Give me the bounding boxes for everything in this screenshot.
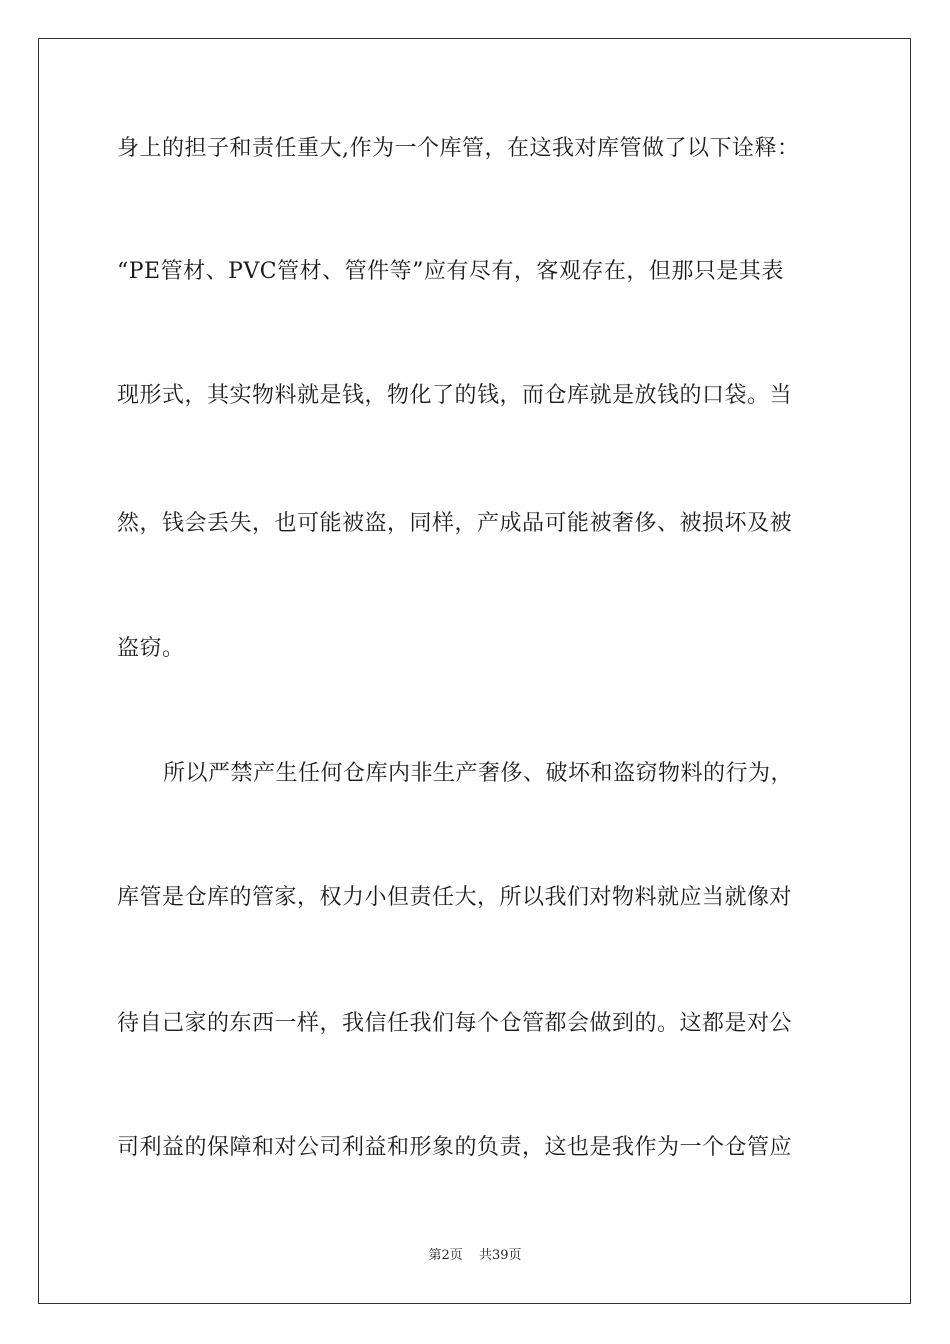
text-line-6: 所以严禁产生任何仓库内非生产奢侈、破坏和盗窃物料的行为，	[163, 761, 794, 786]
text-line-2: “PE管材、PVC管材、管件等”应有尽有，客观存在，但那只是其表	[117, 259, 784, 284]
page-number: 第2页	[428, 1248, 463, 1263]
page-total: 共39页	[478, 1248, 522, 1263]
text-line-5: 盗窃。	[117, 636, 185, 661]
text-line-9: 司利益的保障和对公司利益和形象的负责，这也是我作为一个仓管应	[117, 1135, 793, 1160]
text-line-8: 待自己家的东西一样，我信任我们每个仓管都会做到的。这都是对公	[117, 1011, 793, 1036]
page-border	[38, 38, 911, 1304]
page-footer	[0, 1247, 950, 1265]
text-line-1: 身上的担子和责任重大,作为一个库管，在这我对库管做了以下诠释：	[117, 136, 800, 161]
text-line-4: 然，钱会丢失，也可能被盗，同样，产成品可能被奢侈、被损坏及被	[117, 511, 793, 536]
text-line-7: 库管是仓库的管家，权力小但责任大，所以我们对物料就应当就像对	[117, 885, 793, 910]
text-line-3: 现形式，其实物料就是钱，物化了的钱，而仓库就是放钱的口袋。当	[117, 383, 793, 408]
